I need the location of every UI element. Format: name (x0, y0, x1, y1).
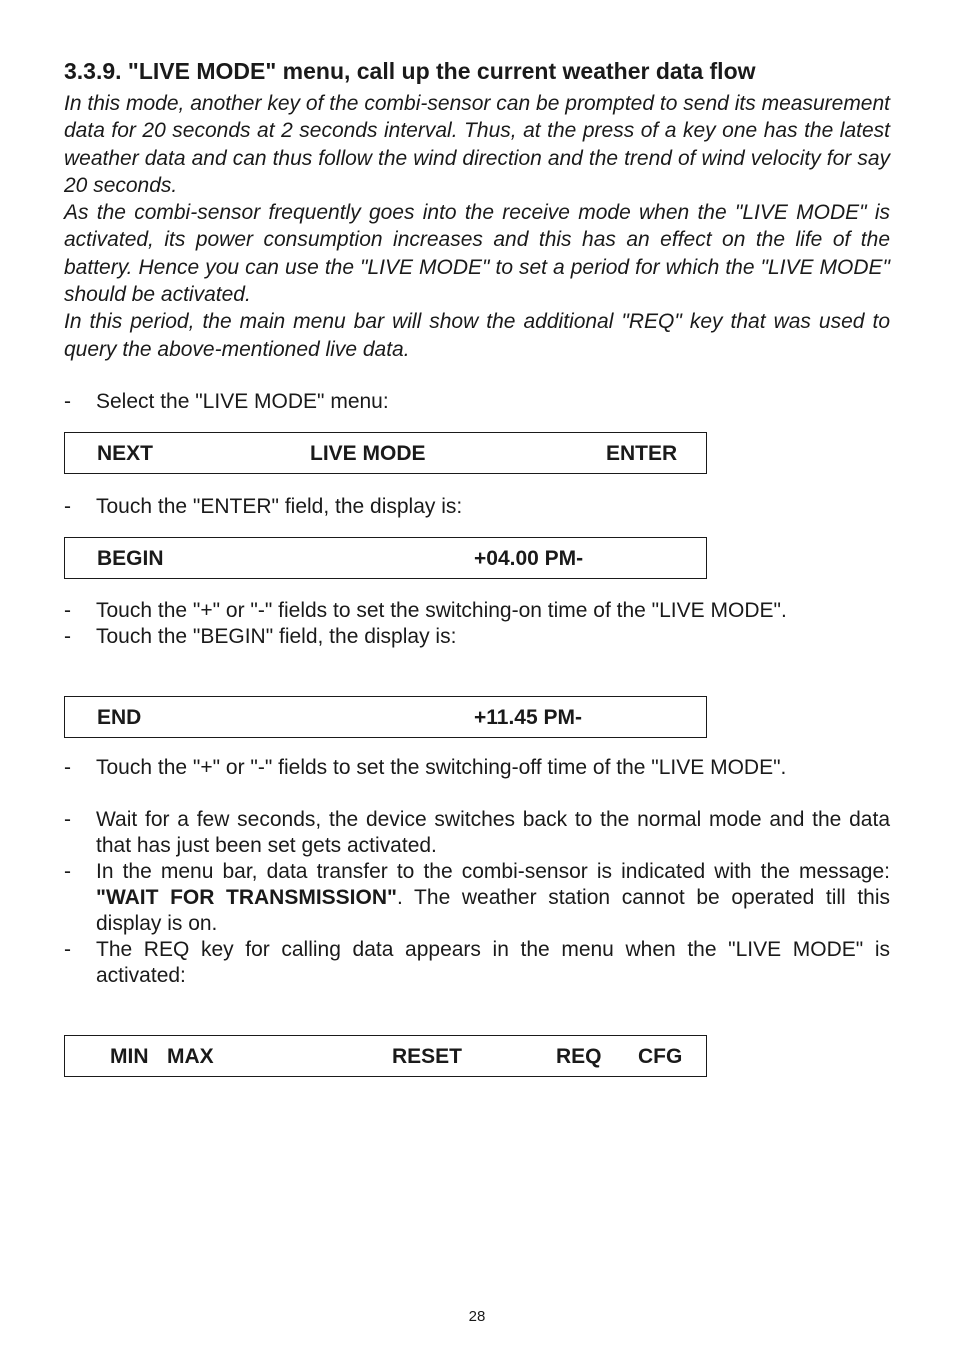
step-touch-begin: - Touch the "BEGIN" field, the display is: (64, 624, 890, 650)
end-time-value[interactable]: +11.45 PM- (474, 706, 582, 729)
display-main-menu (64, 1035, 707, 1077)
wait-for-transmission-message: "WAIT FOR TRANSMISSION" (96, 886, 397, 909)
intro-paragraph: In this period, the main menu bar will show the additional "REQ" key that was used to query the above-mentioned live data. (64, 310, 890, 361)
live-mode-label: LIVE MODE (310, 442, 426, 465)
end-field[interactable]: END (97, 706, 142, 729)
section-heading: 3.3.9. "LIVE MODE" menu, call up the current weather data flow (64, 58, 756, 84)
step-text: Touch the "ENTER" field, the display is: (96, 495, 463, 518)
intro-paragraph: As the combi-sensor frequently goes into the receive mode when the "LIVE MODE" is activated, its power consumption increases and this has an effect on the life of the battery. Hence you can use the "LIVE MODE" to set a period for which the "LIVE MODE" should be activated. (64, 201, 890, 307)
begin-time-value[interactable]: +04.00 PM- (474, 547, 584, 570)
step-wait: - Wait for a few seconds, the device switches back to the normal mode and the data that has just been set gets activated. (64, 808, 890, 857)
display-begin (64, 537, 707, 579)
step-text: In the menu bar, data transfer to the combi-sensor is indicated with the message: "WAIT FOR TRANSMISSION". The weather station cannot be operated till this display is on. (96, 860, 890, 935)
step-select-menu: - Select the "LIVE MODE" menu: (64, 389, 890, 415)
begin-field[interactable]: BEGIN (97, 547, 164, 570)
display-live-mode-menu (64, 432, 707, 474)
step-text: Touch the "BEGIN" field, the display is: (96, 625, 457, 648)
max-key[interactable]: MAX (167, 1045, 214, 1068)
step-text: Wait for a few seconds, the device switches back to the normal mode and the data that has just been set gets activated. (96, 808, 890, 857)
reset-key[interactable]: RESET (392, 1045, 463, 1068)
step-text: The REQ key for calling data appears in the menu when the "LIVE MODE" is activated: (96, 938, 890, 987)
step-set-off-time: - Touch the "+" or "-" fields to set the switching-off time of the "LIVE MODE". (64, 755, 890, 781)
page-number: 28 (468, 1308, 486, 1325)
intro-text (64, 90, 890, 363)
next-field[interactable]: NEXT (97, 442, 154, 465)
step-transfer: - In the menu bar, data transfer to the combi-sensor is indicated with the message: "WAIT FOR TRANSMISSION". The weather station cannot be operated till this display is on. (64, 860, 890, 935)
enter-field[interactable]: ENTER (606, 442, 678, 465)
display-end (64, 696, 707, 738)
step-set-on-time: - Touch the "+" or "-" fields to set the switching-on time of the "LIVE MODE". (64, 598, 890, 624)
step-req-key: - The REQ key for calling data appears in the menu when the "LIVE MODE" is activated: (64, 938, 890, 987)
cfg-key[interactable]: CFG (638, 1045, 683, 1068)
step-text: Touch the "+" or "-" fields to set the switching-off time of the "LIVE MODE". (96, 756, 787, 779)
min-key[interactable]: MIN (110, 1045, 149, 1068)
step-text: Touch the "+" or "-" fields to set the switching-on time of the "LIVE MODE". (96, 599, 787, 622)
req-key[interactable]: REQ (556, 1045, 602, 1068)
step-text: Select the "LIVE MODE" menu: (96, 390, 389, 413)
step-touch-enter: - Touch the "ENTER" field, the display is: (64, 494, 890, 520)
intro-paragraph: In this mode, another key of the combi-sensor can be prompted to send its measurement data for 20 seconds at 2 seconds interval. Thus, at the press of a key one has the latest weather data and can thus follow the wind direction and the trend of wind velocity for say 20 seconds. (64, 92, 890, 197)
